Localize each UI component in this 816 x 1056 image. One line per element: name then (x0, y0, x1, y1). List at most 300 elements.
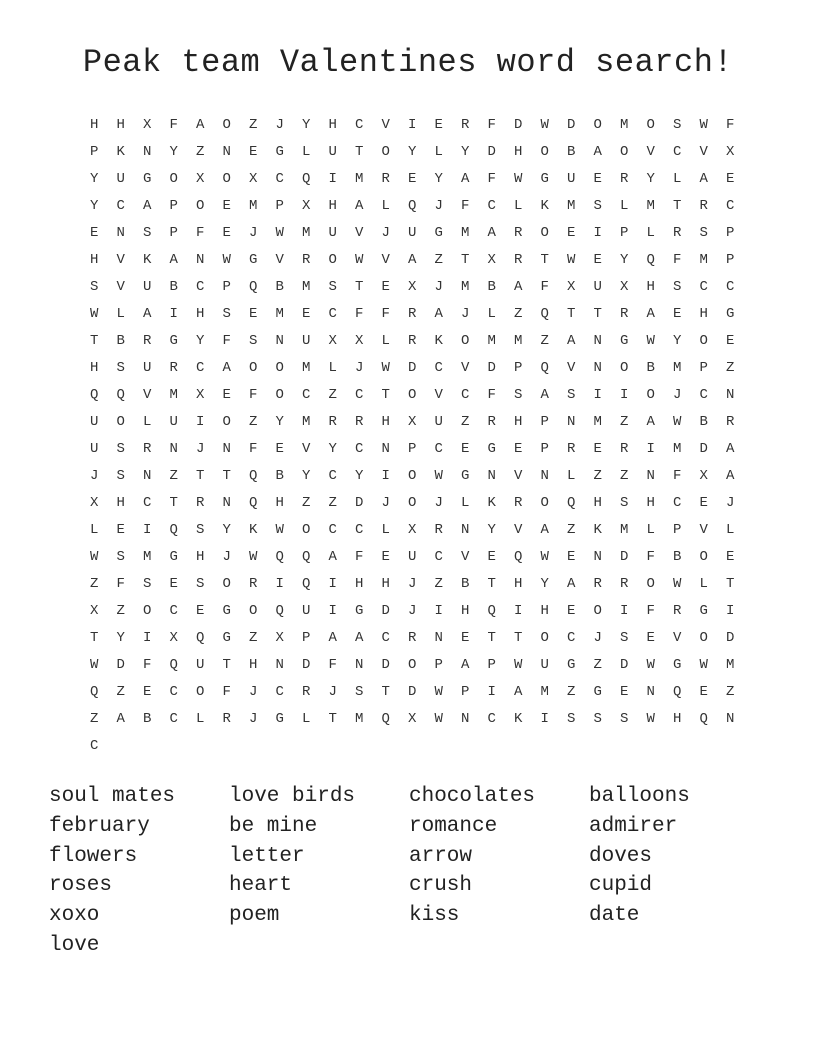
grid-letter: F (143, 657, 152, 673)
grid-letter: U (593, 279, 602, 295)
grid-letter: M (646, 198, 655, 214)
grid-letter: R (461, 117, 470, 133)
grid-letter: U (90, 414, 99, 430)
grid-letter: F (222, 684, 231, 700)
grid-letter: H (699, 306, 708, 322)
grid-letter: V (646, 144, 655, 160)
grid-letter: N (355, 657, 364, 673)
grid-letter: X (567, 279, 576, 295)
grid-letter: L (567, 468, 576, 484)
grid-letter: C (673, 495, 682, 511)
grid-letter: V (302, 441, 311, 457)
grid-letter: Y (646, 171, 655, 187)
grid-letter: O (196, 684, 205, 700)
grid-letter: S (222, 306, 231, 322)
grid-letter: W (249, 549, 258, 565)
grid-letter: C (699, 387, 708, 403)
grid-letter: T (196, 468, 205, 484)
grid-letter: I (328, 171, 337, 187)
grid-letter: U (408, 549, 417, 565)
grid-letter: M (487, 333, 496, 349)
grid-letter: N (275, 657, 284, 673)
grid-letter: N (726, 711, 735, 727)
grid-letter: S (116, 441, 125, 457)
grid-letter: C (381, 630, 390, 646)
word-list-item: xoxo (49, 904, 100, 928)
grid-letter: S (196, 576, 205, 592)
grid-letter: E (726, 171, 735, 187)
grid-letter: H (116, 117, 125, 133)
grid-letter: P (434, 657, 443, 673)
grid-letter: A (328, 549, 337, 565)
grid-letter: V (275, 252, 284, 268)
grid-letter: I (593, 387, 602, 403)
grid-letter: L (381, 333, 390, 349)
grid-letter: V (699, 522, 708, 538)
grid-letter: G (434, 225, 443, 241)
grid-letter: O (540, 225, 549, 241)
grid-letter: D (408, 684, 417, 700)
grid-letter: C (567, 630, 576, 646)
grid-letter: N (116, 225, 125, 241)
grid-letter: A (646, 306, 655, 322)
grid-letter: N (143, 144, 152, 160)
grid-letter: P (726, 252, 735, 268)
grid-letter: B (461, 576, 470, 592)
grid-letter: R (169, 360, 178, 376)
grid-letter: X (196, 387, 205, 403)
grid-letter: X (143, 117, 152, 133)
grid-letter: R (567, 441, 576, 457)
grid-letter: W (90, 549, 99, 565)
grid-letter: I (381, 468, 390, 484)
grid-letter: F (196, 225, 205, 241)
grid-letter: Q (540, 360, 549, 376)
grid-letter: S (673, 117, 682, 133)
grid-letter: V (461, 549, 470, 565)
word-list-item: admirer (589, 814, 678, 838)
grid-letter: M (302, 225, 311, 241)
grid-letter: V (699, 144, 708, 160)
grid-letter: U (540, 657, 549, 673)
grid-letter: G (355, 603, 364, 619)
grid-letter: A (514, 279, 523, 295)
grid-letter: I (196, 414, 205, 430)
grid-letter: G (567, 657, 576, 673)
grid-letter: S (567, 387, 576, 403)
grid-letter: O (646, 117, 655, 133)
grid-letter: H (249, 657, 258, 673)
grid-letter: T (90, 630, 99, 646)
grid-letter: T (381, 387, 390, 403)
grid-letter: R (673, 603, 682, 619)
letter-grid (88, 112, 751, 760)
grid-letter: M (673, 360, 682, 376)
grid-letter: U (328, 225, 337, 241)
grid-letter: X (90, 603, 99, 619)
grid-letter: L (514, 198, 523, 214)
grid-letter: W (434, 684, 443, 700)
grid-letter: K (116, 144, 125, 160)
grid-letter: Z (249, 117, 258, 133)
grid-letter: P (169, 225, 178, 241)
grid-letter: G (461, 468, 470, 484)
grid-letter: N (646, 468, 655, 484)
grid-letter: X (169, 630, 178, 646)
grid-letter: Y (355, 468, 364, 484)
word-list-item: february (49, 814, 150, 838)
grid-letter: G (222, 603, 231, 619)
grid-letter: D (381, 657, 390, 673)
grid-letter: J (328, 684, 337, 700)
grid-letter: Z (302, 495, 311, 511)
grid-letter: H (90, 117, 99, 133)
grid-letter: S (620, 630, 629, 646)
grid-letter: Z (461, 414, 470, 430)
grid-letter: G (143, 171, 152, 187)
grid-letter: U (169, 414, 178, 430)
grid-letter: J (408, 576, 417, 592)
grid-letter: W (540, 117, 549, 133)
grid-letter: R (514, 252, 523, 268)
grid-letter: I (143, 630, 152, 646)
grid-letter: M (620, 522, 629, 538)
grid-letter: T (222, 468, 231, 484)
grid-letter: N (593, 549, 602, 565)
grid-letter: Q (275, 549, 284, 565)
grid-letter: R (593, 576, 602, 592)
grid-letter: Y (461, 144, 470, 160)
grid-letter: R (699, 198, 708, 214)
grid-letter: N (196, 252, 205, 268)
grid-letter: I (620, 603, 629, 619)
grid-letter: O (540, 630, 549, 646)
grid-letter: D (116, 657, 125, 673)
grid-letter: V (673, 630, 682, 646)
grid-letter: M (461, 225, 470, 241)
grid-letter: Q (116, 387, 125, 403)
grid-letter: X (699, 468, 708, 484)
grid-letter: O (302, 522, 311, 538)
grid-letter: R (408, 333, 417, 349)
grid-letter: K (487, 495, 496, 511)
grid-letter: C (699, 279, 708, 295)
grid-letter: O (275, 387, 284, 403)
grid-letter: N (275, 333, 284, 349)
grid-letter: H (90, 252, 99, 268)
grid-letter: F (328, 657, 337, 673)
grid-letter: L (434, 144, 443, 160)
grid-letter: I (726, 603, 735, 619)
grid-letter: D (514, 117, 523, 133)
word-list-item: doves (589, 844, 653, 868)
grid-letter: X (408, 522, 417, 538)
grid-letter: E (222, 225, 231, 241)
grid-letter: B (143, 711, 152, 727)
grid-letter: T (567, 306, 576, 322)
grid-letter: Q (514, 549, 523, 565)
grid-letter: O (593, 117, 602, 133)
grid-letter: S (116, 360, 125, 376)
word-list-item: roses (49, 874, 113, 898)
grid-letter: C (302, 387, 311, 403)
grid-letter: C (355, 441, 364, 457)
grid-letter: E (593, 252, 602, 268)
grid-letter: R (408, 306, 417, 322)
grid-letter: J (434, 495, 443, 511)
grid-letter: V (381, 117, 390, 133)
grid-letter: H (461, 603, 470, 619)
grid-letter: H (514, 576, 523, 592)
grid-letter: Y (673, 333, 682, 349)
grid-letter: E (249, 306, 258, 322)
grid-letter: Y (620, 252, 629, 268)
grid-letter: Q (673, 684, 682, 700)
grid-letter: T (461, 252, 470, 268)
grid-letter: D (381, 603, 390, 619)
grid-letter: T (726, 576, 735, 592)
grid-letter: Z (328, 387, 337, 403)
grid-letter: X (328, 333, 337, 349)
grid-letter: I (487, 684, 496, 700)
grid-letter: Q (302, 576, 311, 592)
grid-letter: J (381, 495, 390, 511)
grid-letter: P (90, 144, 99, 160)
grid-letter: O (540, 495, 549, 511)
grid-letter: J (434, 279, 443, 295)
word-list-item: be mine (229, 814, 318, 838)
grid-letter: S (699, 225, 708, 241)
grid-letter: P (673, 522, 682, 538)
grid-letter: K (143, 252, 152, 268)
grid-letter: S (116, 468, 125, 484)
grid-letter: G (275, 711, 284, 727)
grid-letter: A (116, 711, 125, 727)
grid-letter: Z (567, 684, 576, 700)
grid-letter: X (355, 333, 364, 349)
grid-letter: F (355, 549, 364, 565)
grid-letter: M (355, 171, 364, 187)
grid-letter: X (196, 171, 205, 187)
grid-letter: K (514, 711, 523, 727)
grid-letter: D (567, 117, 576, 133)
grid-letter: M (567, 198, 576, 214)
grid-letter: E (196, 603, 205, 619)
grid-letter: S (593, 711, 602, 727)
grid-letter: F (222, 333, 231, 349)
grid-letter: V (355, 225, 364, 241)
grid-letter: I (620, 387, 629, 403)
grid-letter: T (90, 333, 99, 349)
grid-letter: S (514, 387, 523, 403)
grid-letter: O (381, 144, 390, 160)
grid-letter: C (169, 684, 178, 700)
grid-letter: N (461, 522, 470, 538)
grid-letter: C (434, 360, 443, 376)
grid-letter: B (646, 360, 655, 376)
grid-letter: S (355, 684, 364, 700)
grid-letter: X (408, 279, 417, 295)
grid-letter: L (646, 225, 655, 241)
grid-letter: P (275, 198, 284, 214)
grid-letter: Q (169, 657, 178, 673)
grid-letter: D (487, 144, 496, 160)
grid-letter: A (169, 252, 178, 268)
grid-letter: O (408, 495, 417, 511)
grid-letter: R (487, 414, 496, 430)
grid-letter: E (222, 198, 231, 214)
grid-letter: Z (593, 468, 602, 484)
grid-letter: Z (620, 468, 629, 484)
grid-letter: W (514, 657, 523, 673)
grid-letter: Z (514, 306, 523, 322)
grid-letter: E (434, 117, 443, 133)
grid-letter: D (620, 549, 629, 565)
grid-letter: P (726, 225, 735, 241)
grid-letter: J (726, 495, 735, 511)
grid-letter: X (408, 711, 417, 727)
word-list-item: balloons (589, 785, 690, 808)
grid-letter: Q (275, 603, 284, 619)
word-list-item: soul mates (49, 785, 176, 808)
grid-letter: C (169, 711, 178, 727)
grid-letter: G (487, 441, 496, 457)
grid-letter: O (249, 360, 258, 376)
word-list-item: kiss (409, 904, 460, 928)
grid-letter: A (408, 252, 417, 268)
grid-letter: T (169, 495, 178, 511)
grid-letter: B (116, 333, 125, 349)
grid-letter: H (514, 144, 523, 160)
grid-letter: T (487, 576, 496, 592)
grid-letter: M (249, 198, 258, 214)
grid-letter: O (699, 333, 708, 349)
grid-letter: E (275, 441, 284, 457)
grid-letter: J (222, 549, 231, 565)
grid-letter: W (90, 306, 99, 322)
grid-letter: J (275, 117, 284, 133)
grid-letter: L (302, 711, 311, 727)
grid-letter: P (302, 630, 311, 646)
grid-letter: H (514, 414, 523, 430)
grid-letter: O (620, 144, 629, 160)
grid-letter: E (116, 522, 125, 538)
word-list-item: heart (229, 874, 293, 898)
grid-letter: Z (726, 360, 735, 376)
grid-letter: O (408, 387, 417, 403)
grid-letter: S (249, 333, 258, 349)
grid-letter: C (196, 279, 205, 295)
grid-letter: A (699, 171, 708, 187)
word-list-item: love (49, 933, 100, 957)
grid-letter: P (408, 441, 417, 457)
grid-letter: E (461, 441, 470, 457)
grid-letter: W (434, 711, 443, 727)
grid-letter: F (116, 576, 125, 592)
grid-letter: Z (567, 522, 576, 538)
grid-letter: N (646, 684, 655, 700)
grid-letter: T (540, 252, 549, 268)
grid-letter: F (487, 117, 496, 133)
grid-letter: C (355, 387, 364, 403)
grid-letter: H (196, 306, 205, 322)
grid-letter: W (434, 468, 443, 484)
grid-letter: Q (699, 711, 708, 727)
grid-letter: V (143, 387, 152, 403)
word-list-item: chocolates (409, 785, 536, 808)
page-title: Peak team Valentines word search! (82, 44, 734, 81)
grid-letter: B (275, 468, 284, 484)
grid-letter: E (249, 144, 258, 160)
grid-letter: R (434, 522, 443, 538)
grid-letter: F (487, 171, 496, 187)
grid-letter: O (408, 468, 417, 484)
grid-letter: G (726, 306, 735, 322)
grid-letter: N (143, 468, 152, 484)
grid-letter: T (593, 306, 602, 322)
grid-letter: Q (90, 684, 99, 700)
grid-letter: F (487, 387, 496, 403)
grid-letter: W (275, 225, 284, 241)
grid-letter: E (699, 495, 708, 511)
grid-letter: X (620, 279, 629, 295)
grid-letter: M (355, 711, 364, 727)
grid-letter: X (726, 144, 735, 160)
grid-letter: Q (249, 495, 258, 511)
grid-letter: G (673, 657, 682, 673)
grid-letter: O (699, 549, 708, 565)
grid-letter: L (90, 522, 99, 538)
grid-letter: R (302, 684, 311, 700)
grid-letter: G (275, 144, 284, 160)
grid-letter: Z (90, 711, 99, 727)
grid-letter: R (726, 414, 735, 430)
grid-letter: R (381, 171, 390, 187)
grid-letter: X (249, 171, 258, 187)
grid-letter: R (620, 171, 629, 187)
grid-letter: J (249, 225, 258, 241)
grid-letter: I (328, 576, 337, 592)
grid-letter: U (116, 171, 125, 187)
grid-letter: D (302, 657, 311, 673)
grid-letter: T (222, 657, 231, 673)
grid-letter: S (567, 711, 576, 727)
grid-letter: Z (169, 468, 178, 484)
grid-letter: Z (434, 252, 443, 268)
grid-letter: N (461, 711, 470, 727)
word-list-item: crush (409, 874, 473, 898)
grid-letter: P (461, 684, 470, 700)
grid-letter: M (302, 360, 311, 376)
grid-letter: U (408, 225, 417, 241)
grid-letter: I (143, 522, 152, 538)
grid-letter: G (169, 549, 178, 565)
grid-letter: F (540, 279, 549, 295)
grid-letter: Z (328, 495, 337, 511)
grid-letter: B (169, 279, 178, 295)
grid-letter: Q (408, 198, 417, 214)
grid-letter: L (726, 522, 735, 538)
grid-letter: F (646, 603, 655, 619)
grid-letter: A (593, 144, 602, 160)
grid-letter: W (673, 414, 682, 430)
grid-letter: R (514, 225, 523, 241)
grid-letter: I (328, 603, 337, 619)
grid-letter: S (673, 279, 682, 295)
grid-letter: V (116, 252, 125, 268)
grid-letter: O (169, 171, 178, 187)
grid-letter: E (593, 441, 602, 457)
